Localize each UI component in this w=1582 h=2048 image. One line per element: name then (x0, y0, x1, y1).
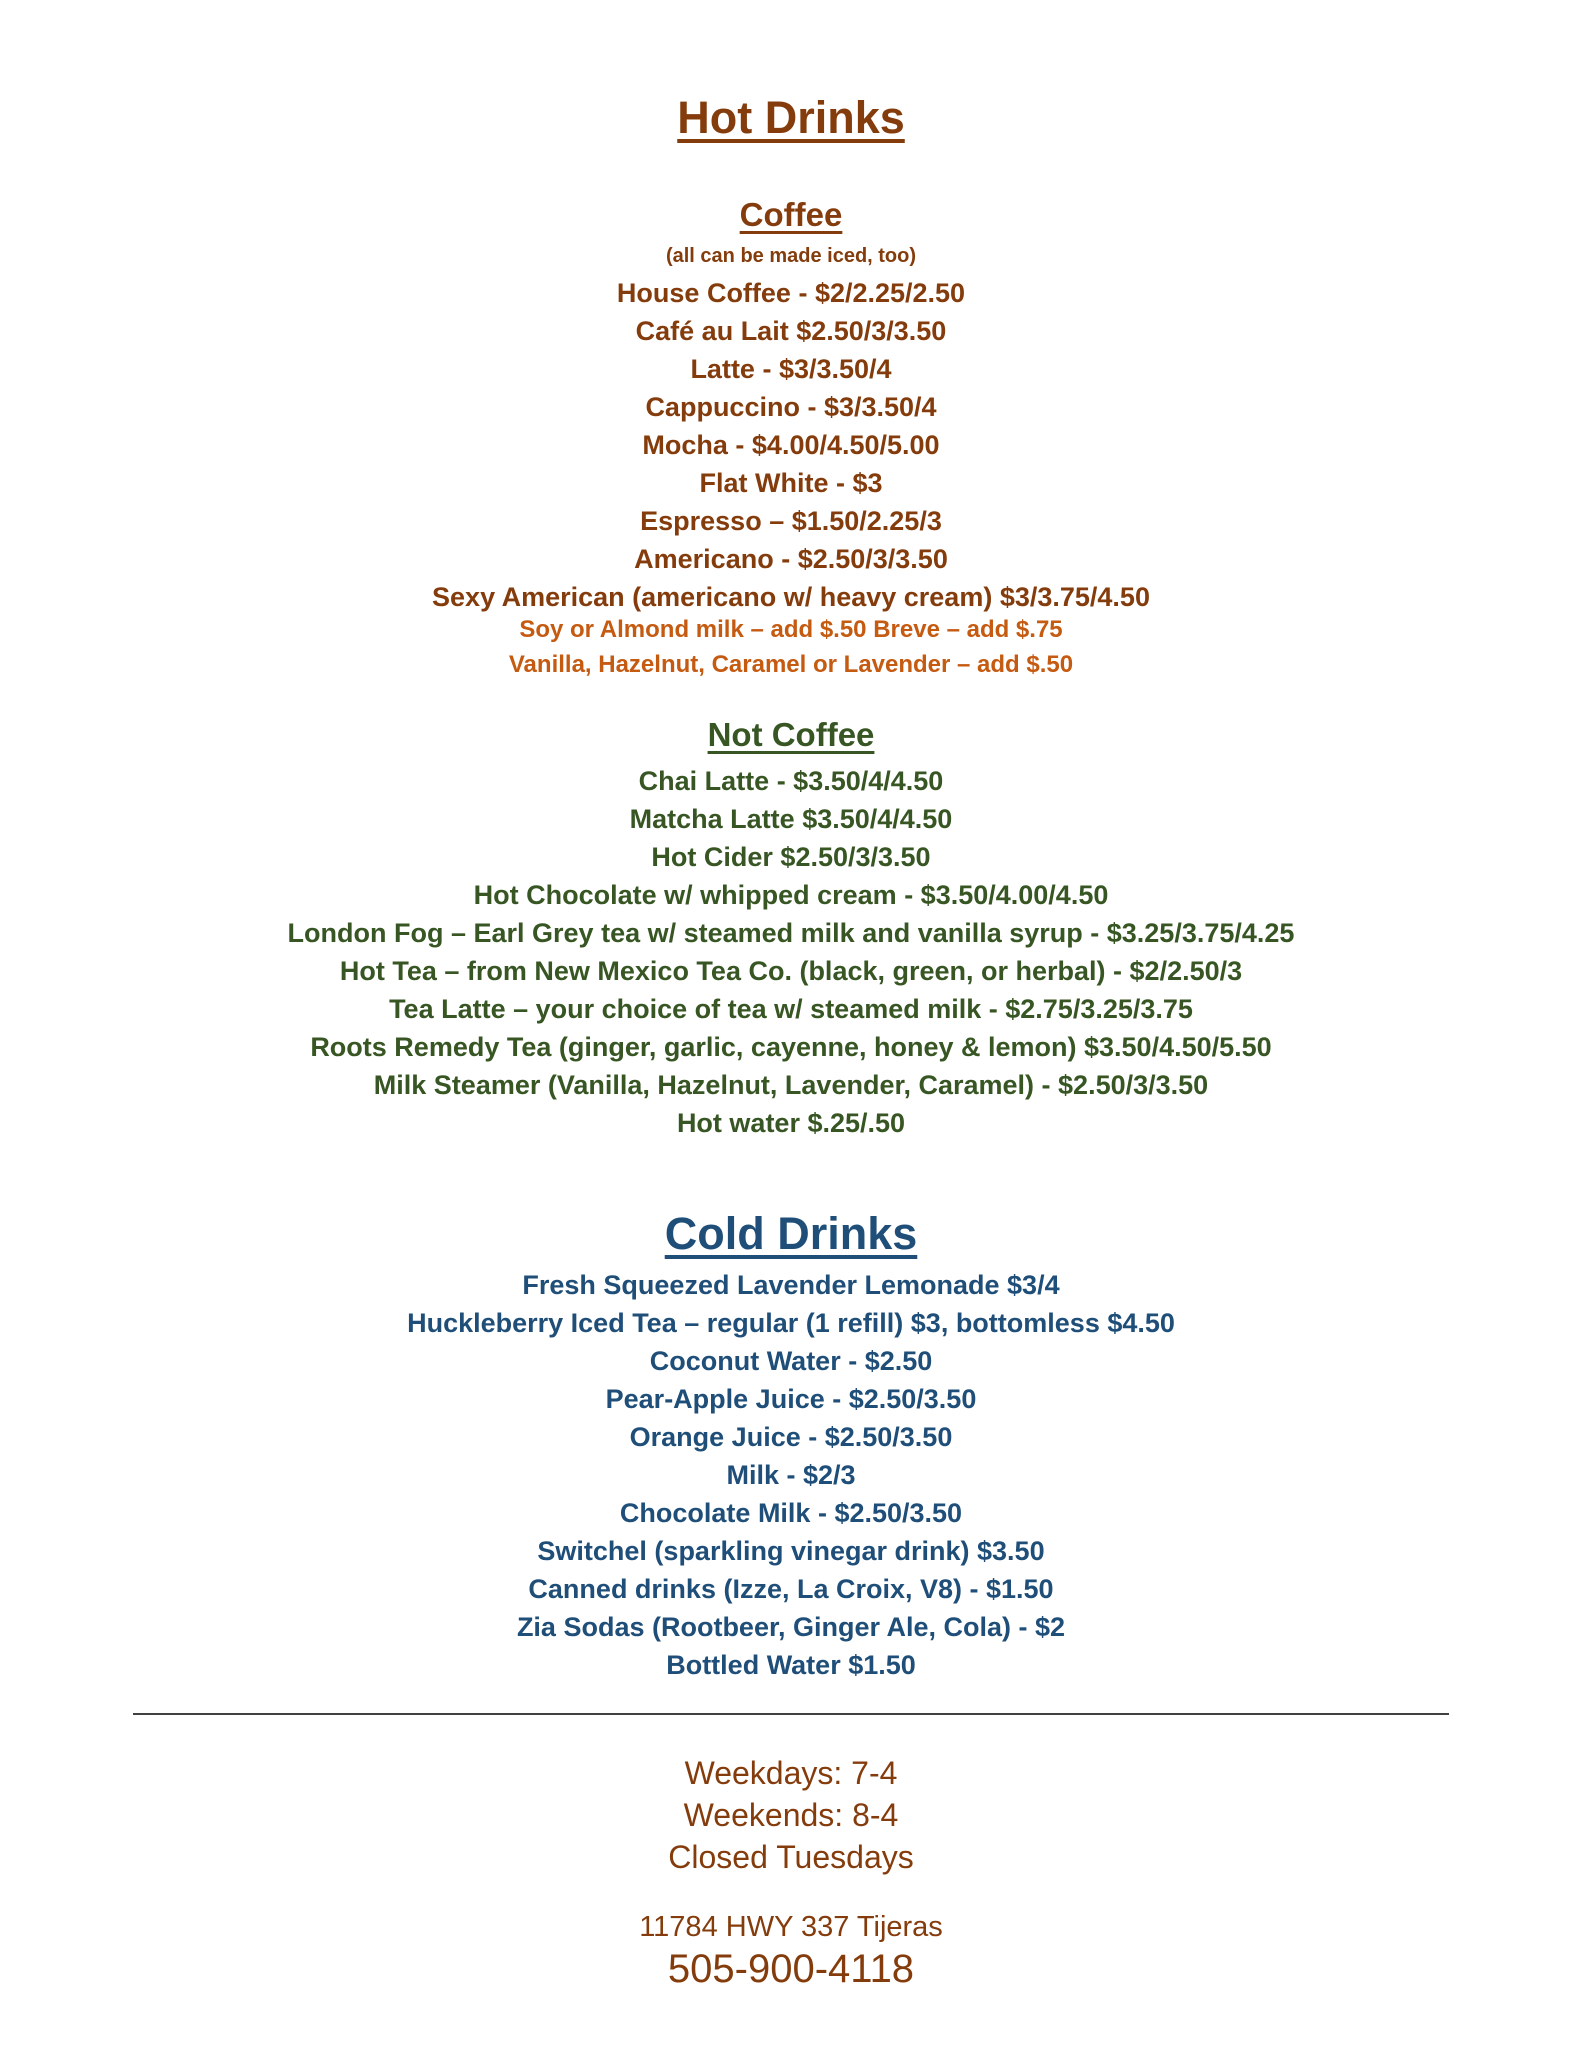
cold-drink-item: Milk - $2/3 (726, 1460, 856, 1490)
coffee-addons (0, 612, 1582, 682)
coffee-item: Flat White - $3 (699, 468, 883, 498)
not-coffee-item: Roots Remedy Tea (ginger, garlic, cayenne, honey & lemon) $3.50/4.50/5.50 (310, 1032, 1272, 1062)
not-coffee-item: Hot Cider $2.50/3/3.50 (651, 842, 931, 872)
not-coffee-item: Hot Tea – from New Mexico Tea Co. (black, green, or herbal) - $2/2.50/3 (339, 956, 1243, 986)
coffee-heading-text: Coffee (739, 196, 843, 233)
coffee-item: Café au Lait $2.50/3/3.50 (635, 316, 947, 346)
coffee-item: Cappuccino - $3/3.50/4 (645, 392, 937, 422)
hours-line: Weekends: 8-4 (683, 1797, 899, 1833)
section-divider (133, 1713, 1449, 1715)
addon-line: Soy or Almond milk – add $.50 Breve – add $.75 (519, 616, 1063, 643)
hours-block (0, 1752, 1582, 1878)
cold-drink-item: Orange Juice - $2.50/3.50 (629, 1422, 953, 1452)
coffee-item: Americano - $2.50/3/3.50 (634, 544, 948, 574)
hot-drinks-title (0, 92, 1582, 144)
cold-drinks-title-text: Cold Drinks (664, 1208, 918, 1259)
cold-drink-item: Chocolate Milk - $2.50/3.50 (619, 1498, 963, 1528)
cold-drink-item: Bottled Water $1.50 (666, 1650, 916, 1680)
not-coffee-item: Tea Latte – your choice of tea w/ steamed milk - $2.75/3.25/3.75 (389, 994, 1193, 1024)
cold-drink-item: Huckleberry Iced Tea – regular (1 refill) $3, bottomless $4.50 (407, 1308, 1175, 1338)
hours-line: Weekdays: 7-4 (684, 1755, 898, 1791)
coffee-item: Latte - $3/3.50/4 (690, 354, 892, 384)
coffee-heading (0, 196, 1582, 234)
not-coffee-item: Matcha Latte $3.50/4/4.50 (629, 804, 953, 834)
not-coffee-item: Chai Latte - $3.50/4/4.50 (638, 766, 944, 796)
addon-line: Vanilla, Hazelnut, Caramel or Lavender – add $.50 (508, 651, 1074, 678)
cold-drink-item: Canned drinks (Izze, La Croix, V8) - $1.50 (528, 1574, 1054, 1604)
hot-drinks-title-text: Hot Drinks (677, 92, 905, 143)
hours-line: Closed Tuesdays (668, 1839, 914, 1875)
not-coffee-list (0, 762, 1582, 1142)
coffee-item: Sexy American (americano w/ heavy cream) $3/3.75/4.50 (432, 582, 1150, 612)
coffee-list (0, 274, 1582, 616)
cold-drink-item: Switchel (sparkling vinegar drink) $3.50 (537, 1536, 1045, 1566)
phone-number: 505-900-4118 (667, 1947, 915, 1991)
address: 11784 HWY 337 Tijeras (639, 1911, 943, 1943)
not-coffee-item: London Fog – Earl Grey tea w/ steamed milk and vanilla syrup - $3.25/3.75/4.25 (287, 918, 1295, 948)
cold-drink-item: Zia Sodas (Rootbeer, Ginger Ale, Cola) - $2 (516, 1612, 1066, 1642)
cold-drinks-list (0, 1266, 1582, 1684)
not-coffee-item: Hot water $.25/.50 (676, 1108, 906, 1138)
coffee-iced-note: (all can be made iced, too) (665, 245, 917, 267)
not-coffee-heading (0, 716, 1582, 754)
not-coffee-item: Hot Chocolate w/ whipped cream - $3.50/4.00/4.50 (473, 880, 1109, 910)
not-coffee-heading-text: Not Coffee (707, 716, 875, 753)
coffee-item: Mocha - $4.00/4.50/5.00 (642, 430, 940, 460)
cold-drink-item: Coconut Water - $2.50 (649, 1346, 933, 1376)
coffee-item: Espresso – $1.50/2.25/3 (640, 506, 942, 536)
cold-drink-item: Fresh Squeezed Lavender Lemonade $3/4 (522, 1270, 1060, 1300)
coffee-item: House Coffee - $2/2.25/2.50 (616, 278, 966, 308)
cold-drinks-title (0, 1208, 1582, 1260)
not-coffee-item: Milk Steamer (Vanilla, Hazelnut, Lavender, Caramel) - $2.50/3/3.50 (373, 1070, 1209, 1100)
cold-drink-item: Pear-Apple Juice - $2.50/3.50 (605, 1384, 977, 1414)
